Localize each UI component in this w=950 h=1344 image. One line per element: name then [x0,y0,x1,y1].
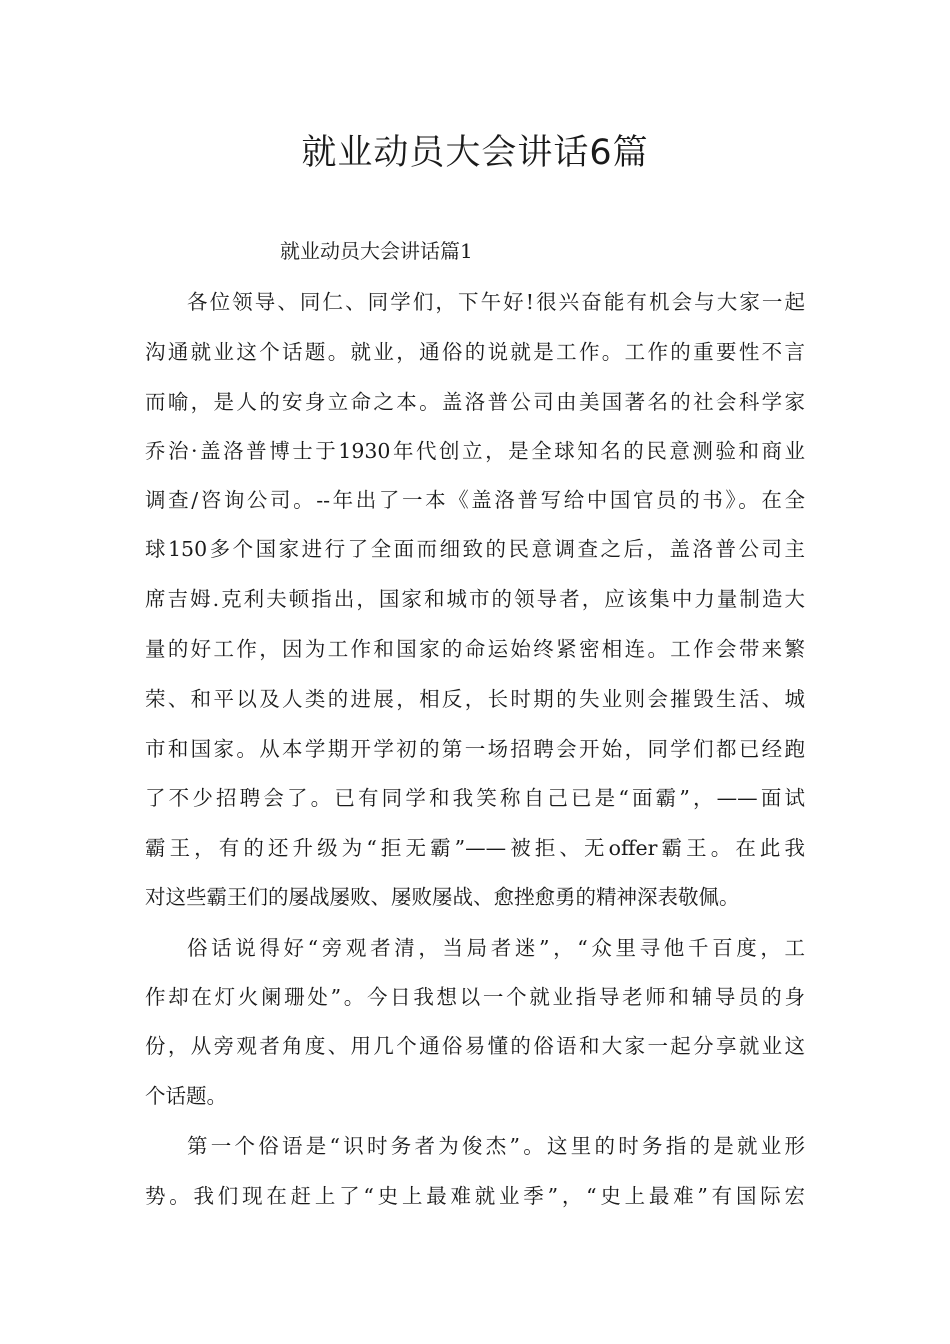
section-heading: 就业动员大会讲话篇1 [280,239,473,263]
paragraph-1-line: 乔治·盖洛普博士于1930年代创立，是全球知名的民意测验和商业 [145,439,805,463]
paragraph-2-line: 俗话说得好“旁观者清，当局者迷”，“众里寻他千百度，工 [187,936,805,960]
paragraph-1-line: 量的好工作，因为工作和国家的命运始终紧密相连。工作会带来繁 [145,637,805,661]
paragraph-2-line: 份，从旁观者角度、用几个通俗易懂的俗语和大家一起分享就业这 [145,1034,805,1058]
paragraph-2-line: 个话题。 [145,1084,227,1108]
paragraph-1-line: 各位领导、同仁、同学们，下午好!很兴奋能有机会与大家一起 [187,290,805,314]
paragraph-1-line: 席吉姆.克利夫顿指出，国家和城市的领导者，应该集中力量制造大 [145,587,805,611]
paragraph-1-line: 而喻，是人的安身立命之本。盖洛普公司由美国著名的社会科学家 [145,390,805,414]
paragraph-1-line: 球150多个国家进行了全面而细致的民意调查之后，盖洛普公司主 [145,537,805,561]
paragraph-3-line: 第一个俗语是“识时务者为俊杰”。这里的时务指的是就业形 [187,1134,805,1158]
paragraph-1-line: 市和国家。从本学期开学初的第一场招聘会开始，同学们都已经跑 [145,737,805,761]
document-title: 就业动员大会讲话6篇 [301,133,649,173]
paragraph-1-line: 了不少招聘会了。已有同学和我笑称自己已是“面霸”，——面试 [145,786,805,810]
paragraph-2-line: 作却在灯火阑珊处”。今日我想以一个就业指导老师和辅导员的身 [145,985,805,1009]
paragraph-3-line: 势。我们现在赶上了“史上最难就业季”，“史上最难”有国际宏 [145,1184,805,1208]
paragraph-1-line: 霸王，有的还升级为“拒无霸”——被拒、无offer霸王。在此我 [145,836,805,860]
paragraph-1-line: 调查/咨询公司。--年出了一本《盖洛普写给中国官员的书》。在全 [145,488,805,512]
paragraph-1-line: 荣、和平以及人类的进展，相反，长时期的失业则会摧毁生活、城 [145,687,805,711]
paragraph-1-line: 沟通就业这个话题。就业，通俗的说就是工作。工作的重要性不言 [145,340,805,364]
paragraph-1-line: 对这些霸王们的屡战屡败、屡败屡战、愈挫愈勇的精神深表敬佩。 [145,885,740,909]
